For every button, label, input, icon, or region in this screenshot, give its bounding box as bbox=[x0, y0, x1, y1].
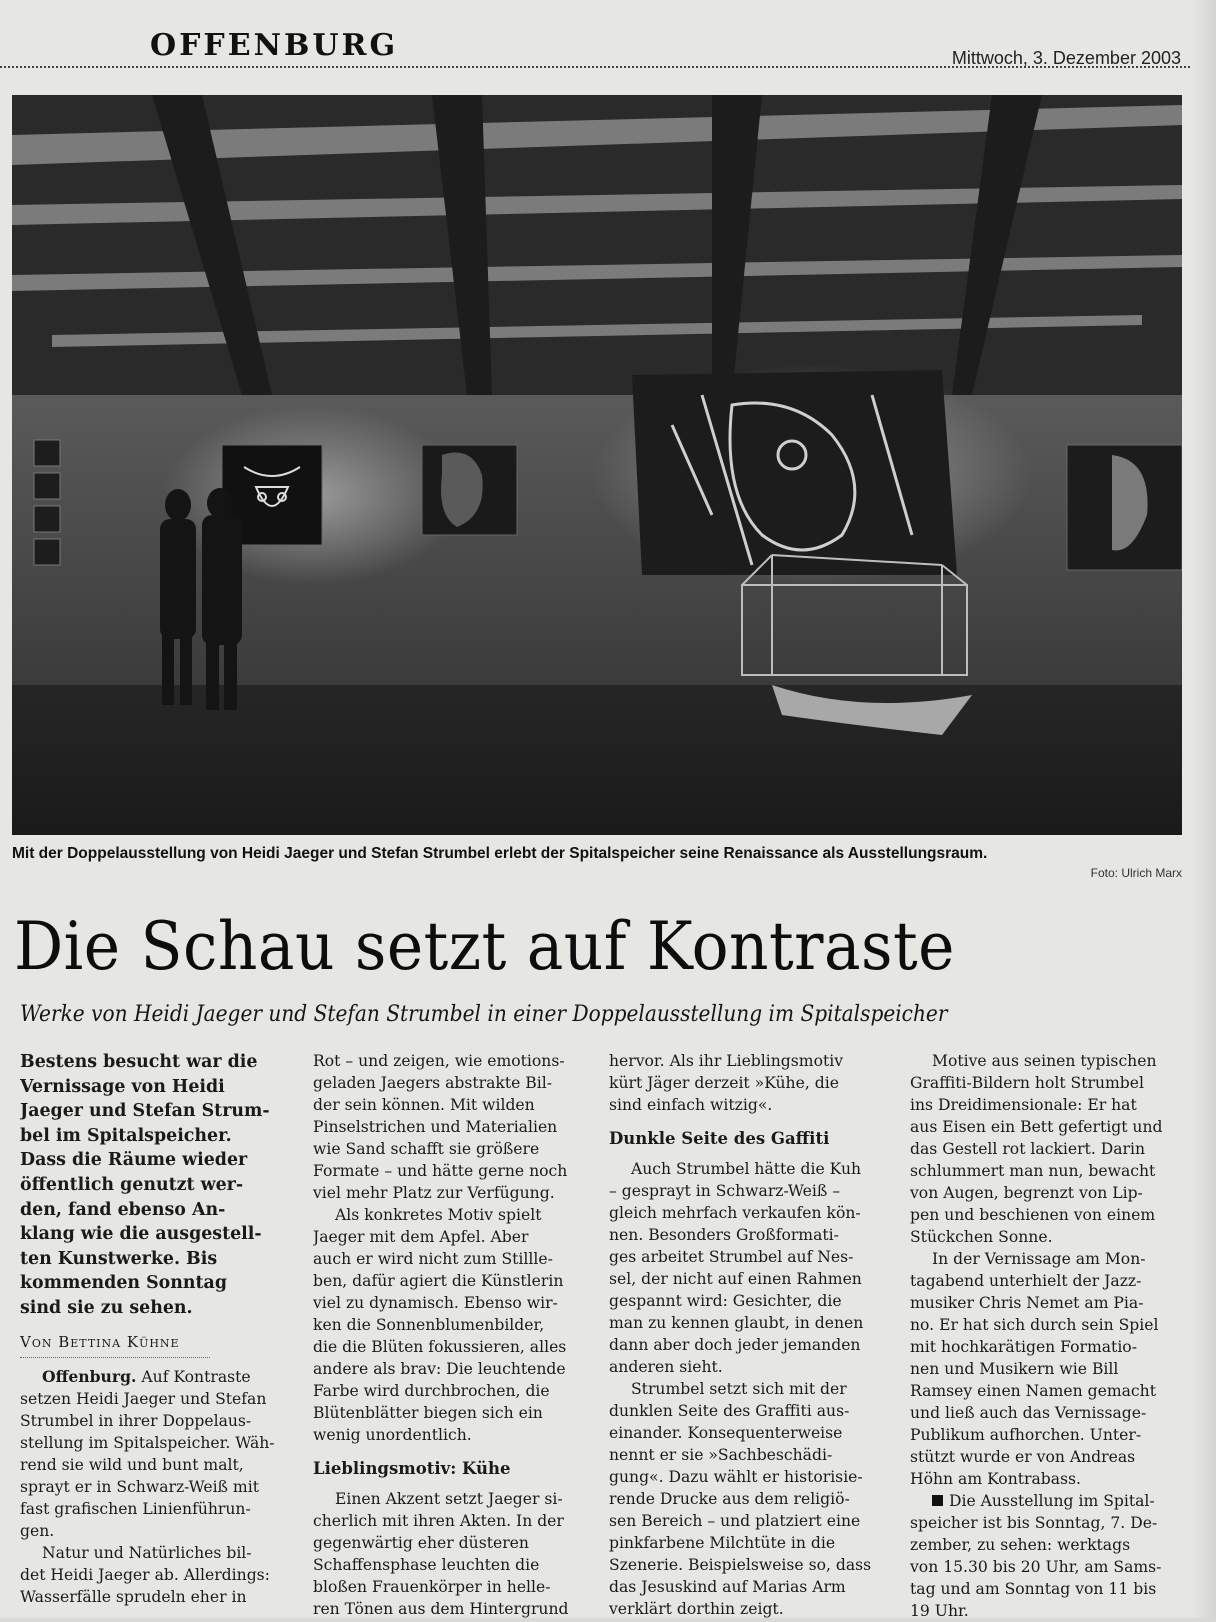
column-3 bbox=[609, 1050, 899, 1620]
col2-paragraph-3 bbox=[313, 1488, 597, 1620]
col4-info-first-line: Die Ausstellung im Spital- bbox=[949, 1492, 1155, 1510]
text-line: den, fand ebenso An- bbox=[20, 1199, 226, 1220]
text-line: det Heidi Jaeger ab. Allerdings: bbox=[20, 1565, 270, 1584]
text-line: öffentlich genutzt wer- bbox=[20, 1174, 244, 1195]
text-line: geladen Jaegers abstrakte Bil- bbox=[313, 1074, 553, 1092]
col3-paragraph-1 bbox=[609, 1050, 899, 1116]
text-line: ren Tönen aus dem Hintergrund bbox=[313, 1600, 569, 1618]
col2-section-heading: Lieblingsmotiv: Kühe bbox=[313, 1459, 511, 1478]
text-line: auch er wird nicht zum Stillle- bbox=[313, 1250, 553, 1268]
headline: Die Schau setzt auf Kontraste bbox=[14, 908, 955, 985]
text-line: nen und Musikern wie Bill bbox=[910, 1360, 1119, 1378]
text-line: setzen Heidi Jaeger und Stefan bbox=[20, 1389, 267, 1408]
column-1 bbox=[20, 1050, 298, 1608]
text-line: sind sie zu sehen. bbox=[20, 1297, 193, 1318]
text-line: stellung im Spitalspeicher. Wäh- bbox=[20, 1433, 275, 1452]
gallery-photo bbox=[12, 95, 1182, 835]
text-line: mit hochkarätigen Formatio- bbox=[910, 1338, 1137, 1356]
text-line: sprayt er in Schwarz-Weiß mit bbox=[20, 1477, 259, 1496]
text-line: von Augen, begrenzt von Lip- bbox=[910, 1184, 1143, 1202]
text-line: Einen Akzent setzt Jaeger si- bbox=[335, 1490, 563, 1508]
text-line: kommenden Sonntag bbox=[20, 1273, 227, 1294]
text-line: aus Eisen ein Bett gefertigt und bbox=[910, 1118, 1163, 1136]
column-4 bbox=[910, 1050, 1192, 1622]
text-line: schlummert man nun, bewacht bbox=[910, 1162, 1156, 1180]
text-line: Bestens besucht war die bbox=[20, 1052, 258, 1072]
col3-paragraph-3 bbox=[609, 1378, 899, 1620]
col2-paragraph-2 bbox=[313, 1204, 597, 1446]
text-line: der sein können. Mit wilden bbox=[313, 1096, 535, 1114]
text-line: klang wie die ausgestell- bbox=[20, 1224, 262, 1245]
text-line: einander. Konsequenterweise bbox=[609, 1424, 843, 1442]
header-rule bbox=[0, 66, 1190, 68]
text-line: musiker Chris Nemet am Pia- bbox=[910, 1294, 1144, 1312]
col1-paragraph-1 bbox=[20, 1366, 298, 1542]
text-line: dann aber doch jeder jemanden bbox=[609, 1336, 861, 1354]
text-line: anderen sieht. bbox=[609, 1358, 723, 1376]
text-line: tag und am Sonntag von 11 bis bbox=[910, 1580, 1157, 1598]
text-line: ben, dafür agiert die Künstlerin bbox=[313, 1272, 564, 1290]
column-2 bbox=[313, 1050, 597, 1620]
section-masthead: OFFENBURG bbox=[150, 28, 399, 63]
text-line: sind einfach witzig«. bbox=[609, 1096, 773, 1114]
text-line: Jaeger und Stefan Strum- bbox=[20, 1101, 270, 1122]
col4-info-lines bbox=[910, 1512, 1192, 1622]
text-line: man zu kennen glaubt, in denen bbox=[609, 1314, 864, 1332]
text-line: Szenerie. Beispielsweise so, dass bbox=[609, 1556, 872, 1574]
text-line: gung«. Dazu wählt er historisie- bbox=[609, 1468, 863, 1486]
text-line: viel mehr Platz zur Verfügung. bbox=[313, 1184, 555, 1202]
col4-info-box bbox=[910, 1490, 1192, 1622]
text-line: nennt er sie »Sachbeschädi- bbox=[609, 1446, 833, 1464]
text-line: Strumbel in ihrer Doppelaus- bbox=[20, 1411, 252, 1430]
text-line: tagabend unterhielt der Jazz- bbox=[910, 1272, 1142, 1290]
text-line: verklärt dorthin zeigt. bbox=[609, 1600, 784, 1618]
col1-paragraph-2 bbox=[20, 1542, 298, 1608]
col3-paragraph-2 bbox=[609, 1158, 899, 1378]
text-line: ken die Sonnenblumenbilder, bbox=[313, 1316, 545, 1334]
text-line: In der Vernissage am Mon- bbox=[932, 1250, 1146, 1268]
text-line: kürt Jäger derzeit »Kühe, die bbox=[609, 1074, 839, 1092]
text-line: bloßen Frauenkörper in helle- bbox=[313, 1578, 551, 1596]
text-line: ges arbeitet Strumbel auf Nes- bbox=[609, 1248, 854, 1266]
text-line: rend sie wild und bunt malt, bbox=[20, 1455, 244, 1474]
text-line: zember, zu sehen: werktags bbox=[910, 1536, 1131, 1554]
text-line: Dass die Räume wieder bbox=[20, 1150, 248, 1171]
text-line: 19 Uhr. bbox=[910, 1602, 969, 1620]
text-line: – gesprayt in Schwarz-Weiß – bbox=[609, 1182, 841, 1200]
text-line: Höhn am Kontrabass. bbox=[910, 1470, 1081, 1488]
dateline: Offenburg. bbox=[42, 1366, 137, 1386]
text-line: gespannt wird: Gesichter, die bbox=[609, 1292, 842, 1310]
text-line: Publikum aufhorchen. Unter- bbox=[910, 1426, 1142, 1444]
text-line: hervor. Als ihr Lieblingsmotiv bbox=[609, 1052, 844, 1070]
col2-paragraph-1 bbox=[313, 1050, 597, 1204]
text-line: Motive aus seinen typischen bbox=[932, 1052, 1157, 1070]
text-line: Jaeger mit dem Apfel. Aber bbox=[313, 1228, 529, 1246]
text-line: Natur und Natürliches bil- bbox=[42, 1543, 252, 1562]
text-line: ins Dreidimensionale: Er hat bbox=[910, 1096, 1137, 1114]
text-line: no. Er hat sich durch sein Spiel bbox=[910, 1316, 1159, 1334]
text-line: sen Bereich – und platziert eine bbox=[609, 1512, 861, 1530]
text-line: Blütenblätter biegen sich ein bbox=[313, 1404, 543, 1422]
text-line: andere als brav: Die leuchtende bbox=[313, 1360, 566, 1378]
text-line: die die Blüten fokussieren, alles bbox=[313, 1338, 567, 1356]
photo-caption: Mit der Doppelausstellung von Heidi Jaeger und Stefan Strumbel erlebt der Spitalspeicher seine Renaissance als Ausstellungsraum. bbox=[12, 845, 988, 862]
text-line: Wasserfälle sprudeln eher in bbox=[20, 1587, 247, 1606]
text-line: Auch Strumbel hätte die Kuh bbox=[631, 1160, 862, 1178]
text-line: viel zu dynamisch. Ebenso wir- bbox=[313, 1294, 558, 1312]
text-line: wie Sand schafft sie größere bbox=[313, 1140, 540, 1158]
text-line: bel im Spitalspeicher. bbox=[20, 1125, 232, 1146]
text-line: gegenwärtig eher düsteren bbox=[313, 1534, 529, 1552]
text-line: Vernissage von Heidi bbox=[20, 1076, 225, 1097]
text-line: Graffiti-Bildern holt Strumbel bbox=[910, 1074, 1144, 1092]
col4-paragraph-1 bbox=[910, 1050, 1192, 1248]
text-line: Ramsey einen Namen gemacht bbox=[910, 1382, 1156, 1400]
photo-credit: Foto: Ulrich Marx bbox=[1090, 866, 1182, 880]
text-line: pinkfarbene Milchtüte in die bbox=[609, 1534, 836, 1552]
text-line: fast grafischen Linienführun- bbox=[20, 1499, 251, 1518]
text-line: Pinselstrichen und Materialien bbox=[313, 1118, 558, 1136]
text-line: von 15.30 bis 20 Uhr, am Sams- bbox=[910, 1558, 1162, 1576]
col4-paragraph-2 bbox=[910, 1248, 1192, 1490]
text-line: stützt wurde er von Andreas bbox=[910, 1448, 1136, 1466]
text-line: Stückchen Sonne. bbox=[910, 1228, 1053, 1246]
byline: Von Bettina Kühne bbox=[20, 1331, 210, 1358]
col1-body-lines bbox=[20, 1388, 298, 1542]
text-line: wenig unordentlich. bbox=[313, 1426, 472, 1444]
text-line: rende Drucke aus dem religiö- bbox=[609, 1490, 850, 1508]
col3-section-heading: Dunkle Seite des Gaffiti bbox=[609, 1129, 830, 1148]
text-line: gleich mehrfach verkaufen kön- bbox=[609, 1204, 861, 1222]
text-line: sel, der nicht auf einen Rahmen bbox=[609, 1270, 862, 1288]
text-line: gen. bbox=[20, 1521, 55, 1540]
issue-date: Mittwoch, 3. Dezember 2003 bbox=[951, 48, 1181, 68]
text-line: das Jesuskind auf Marias Arm bbox=[609, 1578, 846, 1596]
info-bullet-icon bbox=[932, 1495, 943, 1506]
text-line: das Gestell rot lackiert. Darin bbox=[910, 1140, 1146, 1158]
text-line: Als konkretes Motiv spielt bbox=[335, 1206, 542, 1224]
gallery-photo-illustration bbox=[12, 95, 1182, 835]
text-line: und ließ auch das Vernissage- bbox=[910, 1404, 1147, 1422]
text-line: Schaffensphase leuchten die bbox=[313, 1556, 540, 1574]
lead-paragraph bbox=[20, 1050, 298, 1321]
text-line: cherlich mit ihren Akten. In der bbox=[313, 1512, 564, 1530]
text-line: Formate – und hätte gerne noch bbox=[313, 1162, 568, 1180]
text-line: nen. Besonders Großformati- bbox=[609, 1226, 839, 1244]
text-line: Strumbel setzt sich mit der bbox=[631, 1380, 847, 1398]
text-line: Rot – und zeigen, wie emotions- bbox=[313, 1052, 565, 1070]
text-line: speicher ist bis Sonntag, 7. De- bbox=[910, 1514, 1158, 1532]
text-line: dunklen Seite des Graffiti aus- bbox=[609, 1402, 850, 1420]
text-line: Farbe wird durchbrochen, die bbox=[313, 1382, 550, 1400]
subheadline: Werke von Heidi Jaeger und Stefan Strumbel in einer Doppelausstellung im Spitalspeicher bbox=[20, 1002, 948, 1027]
text-line: ten Kunstwerke. Bis bbox=[20, 1248, 218, 1269]
text-line: pen und beschienen von einem bbox=[910, 1206, 1156, 1224]
col1-first-line: Auf Kontraste bbox=[141, 1367, 251, 1386]
